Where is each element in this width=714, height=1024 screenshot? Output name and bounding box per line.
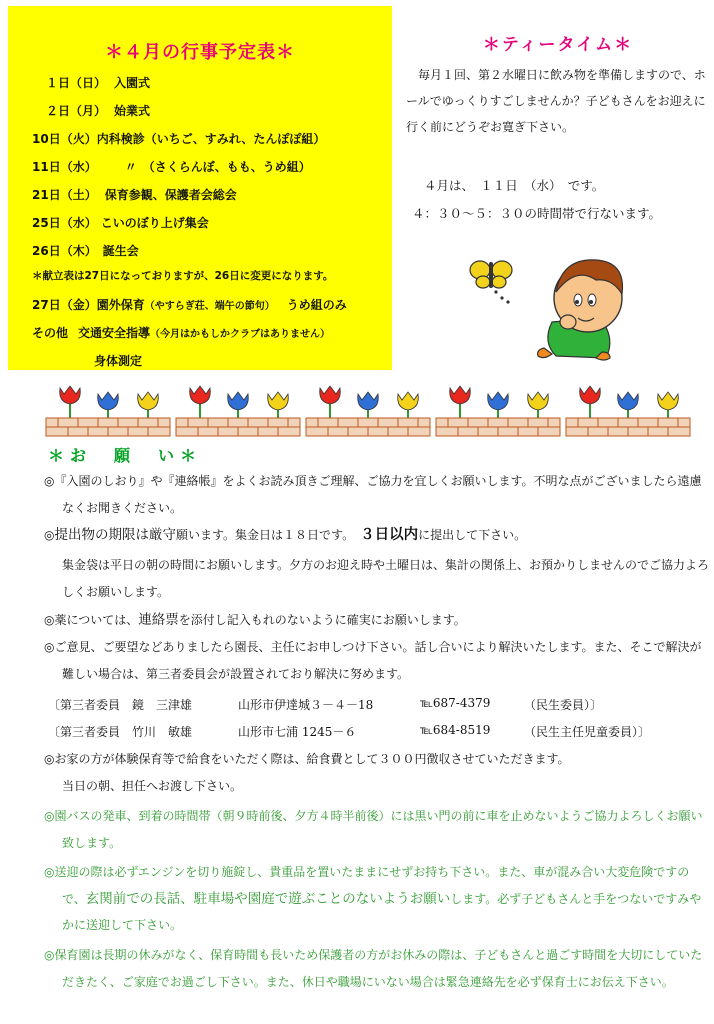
schedule-row: 10日（火）内科検診（いちご、すみれ、たんぽぽ組） <box>32 132 326 146</box>
schedule-row: 25日（水） こいのぼり上げ集会 <box>32 216 209 230</box>
request-paragraph-holidays: ◎保育園は長期の休みがなく、保育時間も長いため保護者の方がお休みの際は、子どもさんと過ごす時間を大切にしていただきたく、ご家庭でお過ごし下さい。また、休日や職場にいない場合は緊急連絡先を必ず保育士にお伝え下さい。 <box>44 948 703 989</box>
request-paragraph: ◎提出物の期限は厳守願います。集金日は１８日です。 ３日以内に提出して下さい。 <box>44 526 527 543</box>
butterfly-icon <box>470 261 512 304</box>
boy-butterfly-illustration <box>460 252 640 372</box>
request-paragraph: ◎お家の方が体験保育等で給食をいただく際は、給食費として３００円徴収させていただきます。 <box>44 752 570 766</box>
requests-title: ＊お 願 い＊ <box>48 446 203 465</box>
request-paragraph: ◎薬については、連絡票を添付し記入もれのないように確実にお願いします。 <box>44 612 466 628</box>
tea-time-title: ＊ティータイム＊ <box>482 35 634 55</box>
schedule-row: 11日（水） 〃 （さくらんぼ、もも、うめ組） <box>32 160 311 174</box>
request-paragraph: 当日の朝、担任へお渡し下さい。 <box>62 779 243 793</box>
tea-time-body: 毎月１回、第２水曜日に飲み物を準備しますので、ホールでゆっくりすごしませんか？子どもさんをお迎えに行く前にどうぞお寛ぎ下さい。 <box>406 68 706 134</box>
boy-icon <box>538 260 623 360</box>
request-paragraph-bus: ◎園バスの発車、到着の時間帯（朝９時前後、夕方４時半前後）には黒い門の前に車を止めないようご協力よろしくお願い致します。 <box>44 809 703 850</box>
schedule-row: ２日（月） 始業式 <box>46 104 151 118</box>
request-paragraph: 集金袋は平日の朝の時間にお願いします。夕方のお迎え時や土曜日は、集計の関係上、お預かりしませんのでご協力よろしくお願いします。 <box>62 558 710 599</box>
tea-time-date: ４月は、 １１日 （水） です。 <box>424 178 605 193</box>
schedule-row: 27日（金）園外保育（やすらぎ荘、端午の節句） うめ組のみ <box>32 298 347 312</box>
schedule-title: ＊４月の行事予定表＊ <box>105 42 295 63</box>
tulip-border-decoration <box>44 382 694 440</box>
request-paragraph-pickup: ◎送迎の際は必ずエンジンを切り施錠し、貴重品を置いたままにせずお持ち下さい。また、車が混み合い大変危険ですので、玄関前での長話、駐車場や園庭で遊ぶことのないようお願いします。必ず子どもさんと手をつないですみやかに送迎して下さい。 <box>44 865 702 932</box>
request-paragraph: ◎『入園のしおり』や『連絡帳』をよくお読み頂きご理解、ご協力を宜しくお願いします。不明な点がございましたら遠慮なくお聞きください。 <box>44 474 702 515</box>
schedule-row: 26日（木） 誕生会 <box>32 244 139 258</box>
schedule-row: １日（日） 入園式 <box>46 76 151 90</box>
tea-time-hours: ４：３０～５：３０の時間帯で行ないます。 <box>412 206 662 221</box>
event-schedule-box <box>8 6 392 370</box>
request-paragraph: ◎ご意見、ご要望などありましたら園長、主任にお申しつけ下さい。話し合いにより解決いたします。また、そこで解決が難しい場合は、第三者委員会が設置されており解決に努めます。 <box>44 640 702 681</box>
schedule-row: 21日（土） 保育参観、保護者会総会 <box>32 188 237 202</box>
schedule-row: その他 交通安全指導（今月はかもしかクラブはありません） <box>32 326 331 340</box>
schedule-row: 身体測定 <box>94 354 143 368</box>
schedule-note: ＊献立表は27日になっておりますが、26日に変更になります。 <box>32 270 334 282</box>
